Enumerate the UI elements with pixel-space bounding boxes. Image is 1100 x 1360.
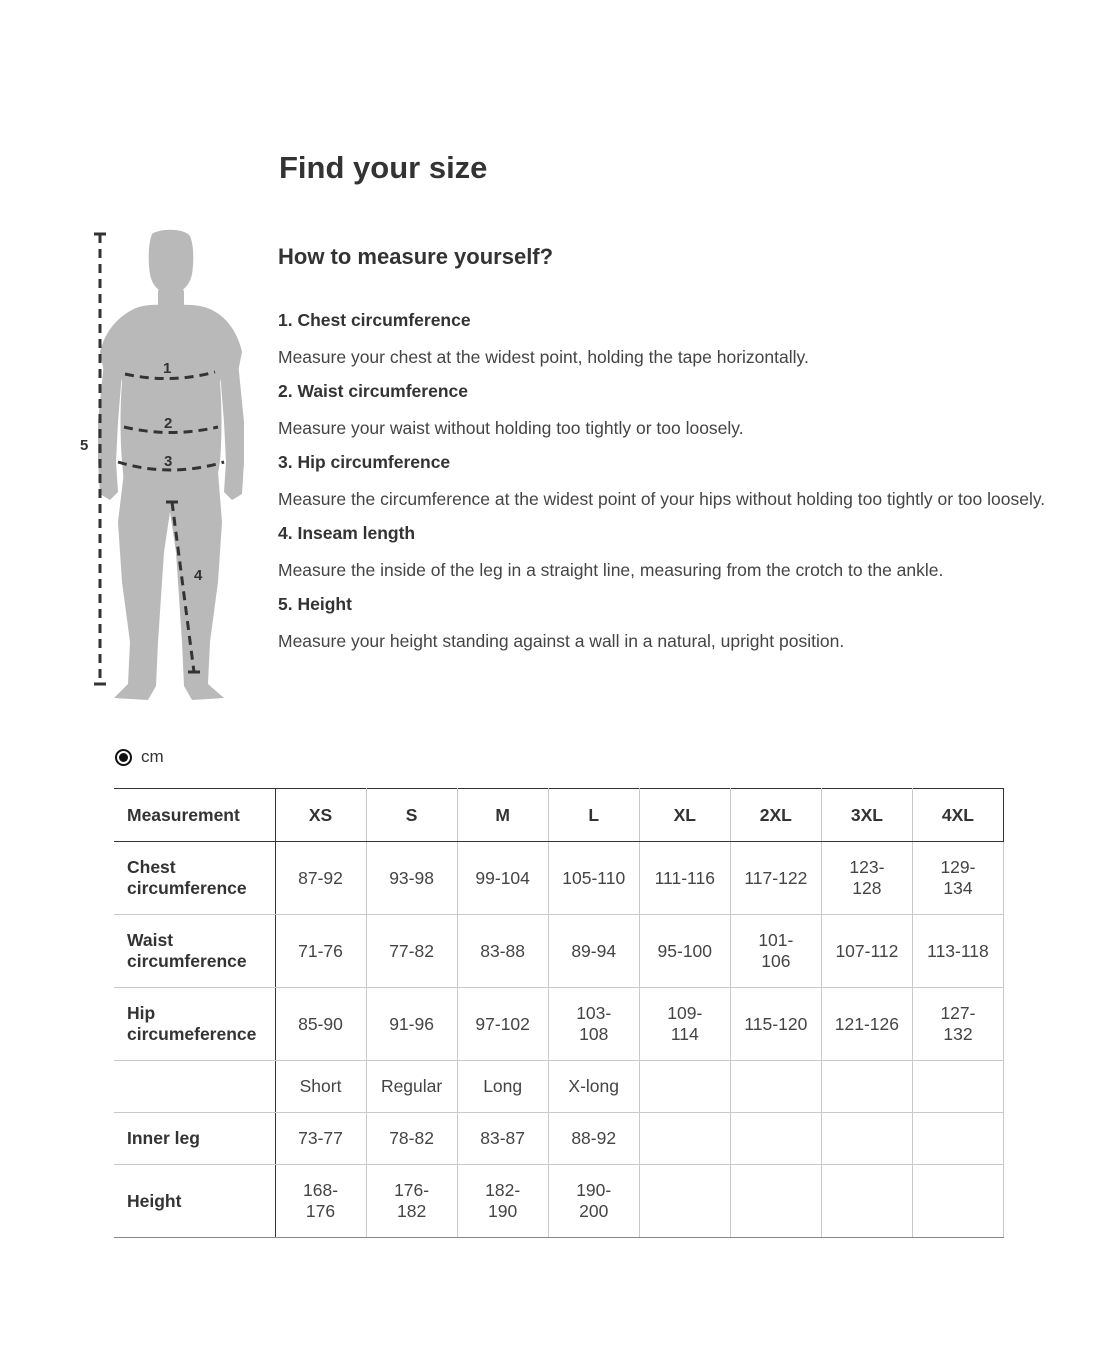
step-text: Measure the inside of the leg in a straight line, measuring from the crotch to the ankle. xyxy=(278,560,944,580)
cell-value: Short xyxy=(299,1076,342,1096)
row-label xyxy=(114,1061,275,1113)
table-cell xyxy=(821,988,912,1061)
cell-value: 129- xyxy=(940,857,976,877)
row-label-line: Chest xyxy=(127,857,176,877)
cell-value: 97-102 xyxy=(475,1013,530,1034)
cell-value: 101- xyxy=(758,930,794,950)
header-size-xl: XL xyxy=(639,789,730,842)
row-label xyxy=(114,1113,275,1165)
row-waist xyxy=(114,915,1004,988)
header-size-m: M xyxy=(457,789,548,842)
instructions-heading: How to measure yourself? xyxy=(278,244,554,269)
table-cell xyxy=(366,1061,457,1113)
table-cell xyxy=(912,1113,1003,1165)
step-text: Measure your height standing against a wall in a natural, upright position. xyxy=(278,631,845,651)
table-cell xyxy=(548,1113,639,1165)
table-cell xyxy=(912,1165,1003,1238)
step-height xyxy=(278,594,1058,654)
cell-value: 134 xyxy=(943,878,973,898)
table-cell xyxy=(275,842,366,915)
step-title: 3. Hip circumference xyxy=(278,452,451,472)
cell-value: 111-116 xyxy=(654,867,715,888)
table-cell xyxy=(366,842,457,915)
table-cell xyxy=(548,1061,639,1113)
table-cell xyxy=(730,1165,821,1238)
row-label-line: circumference xyxy=(127,951,247,971)
cell-value: 85-90 xyxy=(298,1013,343,1034)
table-cell xyxy=(912,988,1003,1061)
cell-value: 127- xyxy=(940,1003,976,1023)
table-cell xyxy=(457,915,548,988)
table-cell xyxy=(912,1061,1003,1113)
step-text: Measure your waist without holding too tightly or too loosely. xyxy=(278,418,744,438)
row-label xyxy=(114,1165,275,1238)
step-hip xyxy=(278,452,1058,512)
table-cell xyxy=(548,1165,639,1238)
step-title: 2. Waist circumference xyxy=(278,381,468,401)
page-title: Find your size xyxy=(279,150,488,185)
cell-value: 176 xyxy=(305,1201,336,1221)
step-chest xyxy=(278,310,1058,370)
cell-value: 87-92 xyxy=(298,867,343,888)
table-cell xyxy=(912,842,1003,915)
row-label-line: Inner leg xyxy=(127,1128,200,1148)
table-cell xyxy=(730,915,821,988)
cell-value: 115-120 xyxy=(744,1013,808,1034)
marker-hip: 3 xyxy=(164,453,173,470)
table-header-row xyxy=(114,789,1004,842)
cell-value: 83-87 xyxy=(480,1128,526,1148)
cell-value: 106 xyxy=(761,951,791,971)
table-cell xyxy=(275,1113,366,1165)
table-cell xyxy=(639,988,730,1061)
cell-value: 182 xyxy=(396,1201,427,1221)
cell-value: 190 xyxy=(488,1201,518,1221)
step-text: Measure the circumference at the widest point of your hips without holding too tightly or too loosely. xyxy=(278,489,1046,509)
cell-value: 95-100 xyxy=(657,940,713,961)
table-cell xyxy=(730,988,821,1061)
row-label xyxy=(114,988,275,1061)
table-cell xyxy=(639,842,730,915)
cell-value: 182- xyxy=(485,1180,521,1200)
marker-waist: 2 xyxy=(164,415,173,432)
table-cell xyxy=(457,1165,548,1238)
cell-value: Long xyxy=(483,1076,523,1096)
table-cell xyxy=(548,915,639,988)
cell-value: 117-122 xyxy=(744,867,808,888)
cell-value: 105-110 xyxy=(562,867,626,888)
step-title: 4. Inseam length xyxy=(278,523,416,543)
header-size-3xl: 3XL xyxy=(821,789,912,842)
table-cell xyxy=(275,1165,366,1238)
table-cell xyxy=(639,1165,730,1238)
cell-value: 114 xyxy=(670,1024,699,1044)
measuring-instructions xyxy=(278,244,1058,665)
row-label-line: circumference xyxy=(127,878,247,898)
row-inner-leg xyxy=(114,1113,1004,1165)
table-cell xyxy=(275,988,366,1061)
unit-selector[interactable] xyxy=(115,747,164,767)
table-cell xyxy=(821,1061,912,1113)
table-cell xyxy=(457,988,548,1061)
cell-value: 132 xyxy=(943,1024,973,1044)
row-label-line: Waist xyxy=(127,930,174,950)
table-cell xyxy=(275,1061,366,1113)
marker-height: 5 xyxy=(80,437,89,454)
cell-value: 88-92 xyxy=(571,1128,617,1148)
cell-value: 73-77 xyxy=(298,1128,343,1148)
cell-value: 128 xyxy=(852,878,882,898)
table-cell xyxy=(821,915,912,988)
table-cell xyxy=(275,915,366,988)
row-chest xyxy=(114,842,1004,915)
cell-value: Regular xyxy=(380,1076,443,1096)
cell-value: 108 xyxy=(579,1024,609,1044)
unit-label: cm xyxy=(141,747,164,766)
table-cell xyxy=(366,988,457,1061)
cell-value: 176- xyxy=(394,1180,430,1200)
step-title: 1. Chest circumference xyxy=(278,310,471,330)
header-measurement: Measurement xyxy=(114,789,275,842)
cell-value: 123- xyxy=(849,857,885,877)
row-label-line: Hip xyxy=(127,1003,156,1023)
table-cell xyxy=(366,1113,457,1165)
cell-value: 78-82 xyxy=(389,1128,434,1148)
marker-inseam: 4 xyxy=(194,567,203,584)
cell-value: 113-118 xyxy=(927,940,989,961)
row-hip xyxy=(114,988,1004,1061)
cell-value: 190- xyxy=(576,1180,612,1200)
radio-selected-dot xyxy=(119,753,128,762)
table-cell xyxy=(730,1061,821,1113)
table-cell xyxy=(730,842,821,915)
row-label xyxy=(114,915,275,988)
table-cell xyxy=(548,842,639,915)
size-table xyxy=(114,788,1004,1238)
cell-value: 109- xyxy=(667,1003,703,1023)
table-cell xyxy=(730,1113,821,1165)
cell-value: 83-88 xyxy=(480,940,526,961)
cell-value: 77-82 xyxy=(389,940,434,961)
table-cell xyxy=(639,1113,730,1165)
table-cell xyxy=(457,1061,548,1113)
header-size-xs: XS xyxy=(275,789,366,842)
cell-value: 89-94 xyxy=(571,940,617,961)
row-label xyxy=(114,842,275,915)
body-measurement-figure xyxy=(72,222,262,714)
cell-value: 103- xyxy=(576,1003,612,1023)
cell-value: 200 xyxy=(579,1201,609,1221)
row-label-line: Height xyxy=(127,1190,182,1211)
step-title: 5. Height xyxy=(278,594,352,614)
header-size-s: S xyxy=(366,789,457,842)
table-cell xyxy=(457,842,548,915)
table-cell xyxy=(639,1061,730,1113)
table-cell xyxy=(639,915,730,988)
step-text: Measure your chest at the widest point, holding the tape horizontally. xyxy=(278,347,809,367)
cell-value: X-long xyxy=(568,1076,620,1096)
cell-value: 91-96 xyxy=(389,1013,434,1034)
cell-value: 107-112 xyxy=(835,940,899,961)
row-leg-length-type xyxy=(114,1061,1004,1113)
cell-value: 99-104 xyxy=(475,867,530,888)
table-cell xyxy=(548,988,639,1061)
table-cell xyxy=(366,1165,457,1238)
cell-value: 121-126 xyxy=(834,1013,900,1034)
marker-chest: 1 xyxy=(163,360,172,377)
row-height xyxy=(114,1165,1004,1238)
cell-value: 93-98 xyxy=(389,867,434,888)
unit-radio-cm[interactable] xyxy=(115,749,132,766)
step-waist xyxy=(278,381,1058,441)
header-size-4xl: 4XL xyxy=(912,789,1003,842)
table-cell xyxy=(457,1113,548,1165)
table-cell xyxy=(821,842,912,915)
cell-value: 168- xyxy=(303,1180,339,1200)
step-inseam xyxy=(278,523,1058,583)
row-label-line: circumeference xyxy=(127,1024,257,1044)
header-size-l: L xyxy=(548,789,639,842)
cell-value: 71-76 xyxy=(298,940,343,961)
table-body xyxy=(114,842,1004,1238)
table-cell xyxy=(821,1113,912,1165)
header-size-2xl: 2XL xyxy=(730,789,821,842)
table-cell xyxy=(912,915,1003,988)
table-cell xyxy=(821,1165,912,1238)
table-cell xyxy=(366,915,457,988)
